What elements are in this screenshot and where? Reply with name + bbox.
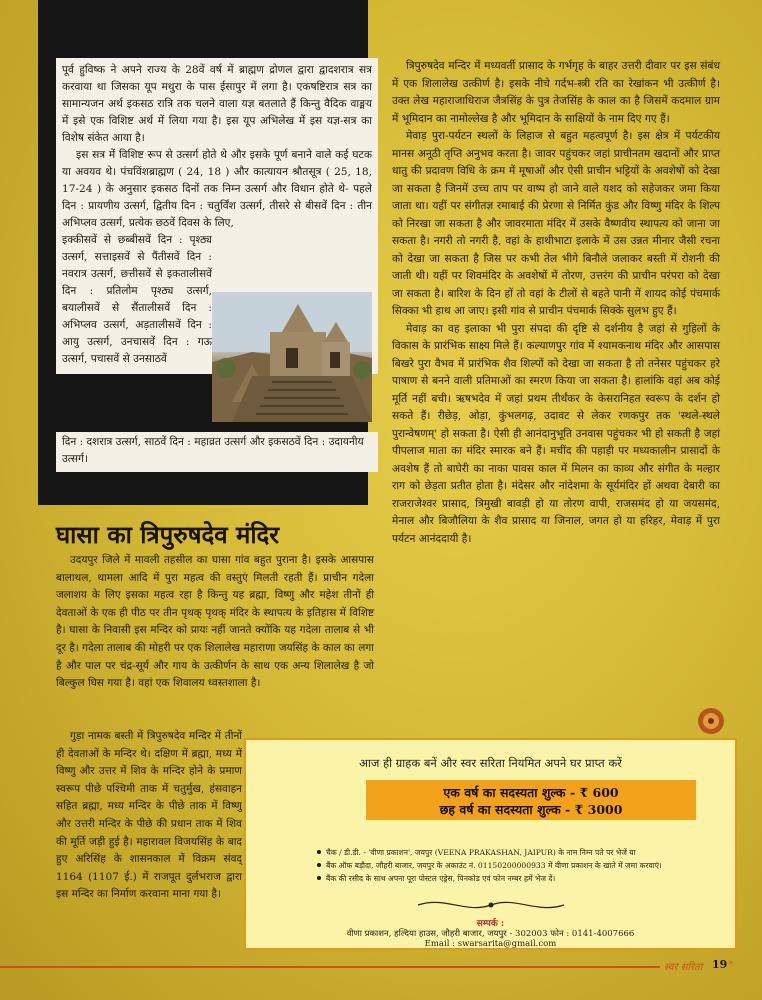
- flourish-divider-icon: [416, 894, 566, 916]
- ad-bullet-3: बैंक की रसीद के साथ अपना पूरा पोस्टल एड्रेस, पिनकोड एवं फोन नम्बर हमें भेज दें।: [316, 872, 716, 885]
- left-bottom-text: दिन : दशरात्र उत्सर्ग, साठवें दिन : महाव्रत उत्सर्ग और इकसठवें दिन : उदायनीय उत्सर्ग।: [62, 436, 364, 465]
- lower-left-para-2: गुड़ा नामक बस्ती में त्रिपुरुषदेव मन्दिर में तीनों ही देवताओं के मन्दिर थे। दक्षिण में ब्रह्मा, मध्य में विष्णु और उत्तर में शिव के मन्दिर होने के प्रमाण स्वरूप पीछे पश्चिमी ताक में चतुर्मुख, हंसवाहन सहित ब्रह्मा, मध्य मन्दिर के पीछे ताक में विष्णु और उत्तरी मन्दिर के पीछे की प्रधान ताक में शिव की मूर्ति जड़ी हुई है। महारावल विजयसिंह के बाद हुए अरिसिंह के शासनकाल में विक्रम संवद् 1164 (1107 ई.) में राजपूत दुर्लभराज द्वारा इस मन्दिर का निर्माण करवाना माना गया है।: [56, 730, 242, 901]
- ad-price-one-year: एक वर्ष का सदस्यता शुल्क - ₹ 600: [443, 785, 619, 800]
- ad-price-six-year: छह वर्ष का सदस्यता शुल्क - ₹ 3000: [439, 802, 623, 817]
- right-para-1: त्रिपुरुषदेव मन्दिर में मध्यवर्ती प्रासाद के गर्भगृह के बाहर उत्तरी दीवार पर इस संबंध में एक शिलालेख उत्कीर्ण है। इसके नीचे गर्दभ-स्त्री रति का रेखांकन भी उत्कीर्ण है। उक्त लेख महाराजाधिराज जैत्रसिंह के पुत्र तेजसिंह के काल का है जिसमें कदमाल ग्राम में भूमिदान का नामोल्लेख है और भूमिदान के साक्षियों के नाम दिए गए हैं।: [392, 60, 720, 125]
- right-column-text: [392, 58, 720, 548]
- left-bottom-text-box: [56, 432, 378, 472]
- subscription-price-band: [366, 780, 696, 820]
- lower-left-text: [56, 552, 374, 693]
- narrow-left-text: [56, 728, 242, 904]
- ad-bullet-1: चैक / डी.डी. - 'वीणा प्रकाशन', जयपुर (VEENA PRAKASHAN, JAIPUR) के नाम निम्न पते पर भेजें या: [316, 846, 716, 859]
- decorative-ornament-icon: [696, 706, 726, 736]
- temple-photo: [212, 292, 372, 422]
- footer-arrow-icon: »: [728, 958, 734, 968]
- ad-bullet-2: बैंक ऑफ बड़ौदा, जौहरी बाजार, जयपुर के अकाउंट नं. 01150200000933 में वीणा प्रकाशन के खाते में जमा करवाएं।: [316, 859, 716, 872]
- left-float-text: इक्कीसवें से छब्बीसवें दिन : पृश्ठ्य उत्सर्ग, सत्ताइसवें से पैंतीसवें दिन : नवरात्र उत्सर्ग, छत्तीसवें से इकतालीसवें दिन : प्रतिलोम पृश्ठ्य उत्सर्ग, बयालीसवें से सैंतालीसवें दिन : अभिप्लव उत्सर्ग, अड़तालीसवें दिन : आयु उत्सर्ग, उनचासवें दिन : गऊ उत्सर्ग, पचासवें से उनसाठवें: [62, 234, 212, 365]
- right-para-3: मेवाड़ का वह इलाका भी पुरा संपदा की दृष्टि से दर्शनीय है जहां से गुहिलों के विकास के प्रारंभिक साक्ष्य मिले हैं। कल्याणपुर गांव में श्यामकनाथ मंदिर और आसपास बिखरे पुरा वैभव में प्रारंभिक शैव शिल्पों को देखा जा सकता है तो तनेसर पहुंचकर हरे पाषाण से बनने वाली प्रतिमाओं का स्मरण किया जा सकता है। हालांकि वहां अब कोई मूर्ति नहीं बची। ऋषभदेव में जहां प्रथम तीर्थंकर के केसरानिहत स्वरूप के दर्शन हो सकते हैं। रीछेड़, ओड़ा, कुंभलगढ़, उदावट से लेकर रणकपुर तक 'स्थले-स्थले पुरान्वेषणम्' हो सकता है। ऐसी ही आनंदानुभूति उनवास पहुंचकर भी हो सकती है जहां पीपलाज माता का मंदिर स्मारक बने हैं। मचींद की पहाड़ी पर मध्यकालीन प्रासादों के अवशेष हैं तो बाघेरी का नाका पावस काल में मिलन का काव्य और संगीत के मल्हार राग को छेड़ता प्रतीत होता है। मंदेसर और नांदेशमा के सूर्यमंदिर हों अथवा देबारी का राजराजेश्वर प्रासाद, त्रिमुखी बावड़ी हो या तोरण वापी, राजसमंद हो या जयसमंद, मेनाल और बिजौलिया के शैव प्रासाद या जिनाल, जगत हो या हरिहर, मेवाड़ में पुरा पर्यटन आनंददायी है।: [392, 322, 720, 545]
- footer-magazine-name: स्वर सरिता: [664, 962, 703, 973]
- contact-address: वीणा प्रकाशन, हल्दिया हाउस, जौहरी बाजार, जयपुर - 302003 फोन : 0141-4007666: [346, 929, 635, 939]
- contact-heading: सम्पर्क :: [476, 919, 505, 929]
- left-para-2: इस सत्र में विशिष्ट रूप से उत्सर्ग होते थे और इसके पूर्ण बनाने वाले कई घटक या अवयव थे। पंचविंशब्राह्मण ( 24, 18 ) और कात्यायन श्रौतसूत्र ( 25, 18, 17-24 ) के अनुसार इकसठ दिनों तक निम्न उत्सर्ग और विधान होते थे- पहले दिन : प्रायणीय उत्सर्ग, द्वितीय दिन : चतुर्विंश उत्सर्ग, तीसरे से बीसवें दिन : तीन अभिप्लव उत्सर्ग, प्रत्येक छठवें दिवस के लिए,: [62, 149, 372, 229]
- right-para-2: मेवाड़ पुरा-पर्यटन स्थलों के लिहाज से बहुत महत्वपूर्ण है। इस क्षेत्र में पर्यटकीय मानस अनूठी तृप्ति अनुभव करता है। जावर पहुंचकर जहां प्राचीनतम खदानों और प्राप्त धातु की प्रदावण विधि के क्रम में मूषाओं और ऐसी प्राचीन भट्टियों के अवशेषों को देखा जा सकता है जिनमें उच्च ताप पर वाष्प हो जाने वाले यशद को सहेजकर जमा किया जाता था। यहीं पर संगीतज्ञ रमाबाई की प्रेरणा से निर्मित कुंड और विष्णु मंदिर के शिल्प को निरखा जा सकता है और जावरमाता मंदिर में उसके वैष्णवीय स्थापत्य को जाना जा सकता है। नगरी तो नगरी है, वहां के हाथीभाटा इलाके में उस उन्नत मीनार जैसी रचना को देखा जा सकता है जिस पर कभी तेल भीगे बिनौले जलाकर बस्ती में रोशनी की जाती थी। यहीं पर शिवमंदिर के अवशेषों में तोरण, उत्तरंग की प्राचीन परंपरा को देखा जा सकता है। बारिश के दिन हों तो वहां के टीलों से बहते पानी में शायद कोई पंचमार्क सिक्का भी हाथ आ जाए। इसी गांव से प्राचीन पंचमार्क सिक्के सुलभ हुए हैं।: [392, 130, 720, 317]
- ad-headline: आज ही ग्राहक बनें और स्वर सरिता नियमित अपने घर प्राप्त करें: [359, 756, 622, 770]
- contact-email: Email : swarsarita@gmail.com: [424, 939, 557, 949]
- page-number: 19: [712, 958, 728, 971]
- subscription-ad: [244, 738, 737, 950]
- temple-illustration: [212, 292, 372, 422]
- lower-left-para-1: उदयपुर जिले में मावली तहसील का घासा गांव बहुत पुराना है। इसके आसपास बालाथल, थामला आदि में पुरा महत्व की वस्तुएं मिलती रहती हैं। प्राचीन गदेला जलाशय के लिए इसका महत्व रहा है किन्तु यह ब्रह्मा, विष्णु और महेश तीनों ही देवताओं के एक ही पीठ पर तीन पृथक् पृथक् मंदिर के स्थापत्य के इतिहास में विशिष्ट है। घासा के निवासी इस मन्दिर को प्रायः नहीं जानते क्योंकि यह गदेला तालाब से भी दूर है। गदेला तालाब की मोहरी पर एक शिलालेख महाराणा जयसिंह के काल का लगा है और पाल पर चंद्र-सूर्य और गाय के उत्कीर्णन के साथ एक अन्य शिलालेख है जो बिल्कुल घिस गया है। वहां एक शिवालय ध्वस्तशाला है।: [56, 554, 374, 690]
- article-heading: घासा का त्रिपुरुषदेव मंदिर: [56, 520, 280, 549]
- footer-rule: [0, 966, 660, 968]
- ad-instructions: [316, 846, 716, 885]
- left-para-1: पूर्व हुविष्क ने अपने राज्य के 28वें वर्ष में ब्राह्मण द्रोणल द्वारा द्वादशरात्र सत्र करवाया था जिसका यूप मथुरा के पास ईसापुर में लगा है। एकषष्टिरात्र सत्र का सामान्यजन अर्थ इकसठ रात्रि तक चलने वाला यज्ञ बतलाते हैं किन्तु वैदिक वाङ्मय में इसे एक विशिष्ट अर्थ में लिया गया है। इस यूप अभिलेख में इस यज्ञ-सत्र का विशेष संकेत आया है।: [62, 64, 372, 144]
